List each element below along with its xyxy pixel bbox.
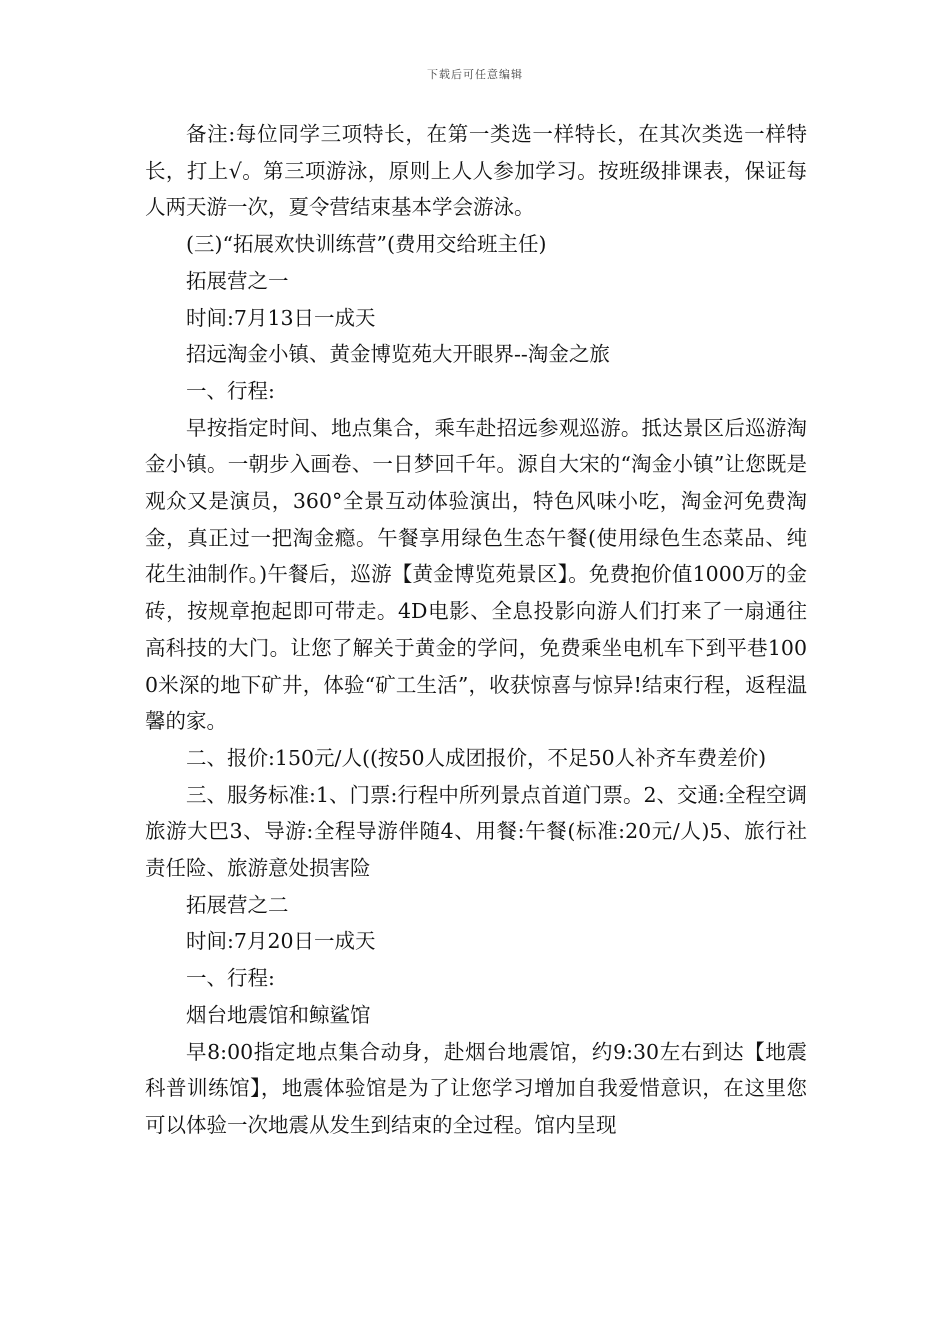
paragraph-service-standard: 三、服务标准:1、门票:行程中所列景点首道门票。2、交通:全程空调旅游大巴3、导游:全程导游伴随4、用餐:午餐(标准:20元/人)5、旅行社责任险、旅游意处损害险	[145, 782, 807, 881]
paragraph-camp-one-subtitle: 招远淘金小镇、黄金博览苑大开眼界--淘金之旅	[186, 342, 610, 367]
paragraph-itinerary-heading: 一、行程:	[186, 378, 275, 403]
paragraph-itinerary-body: 早按指定时间、地点集合，乘车赴招远参观巡游。抵达景区后巡游淘金小镇。一朝步入画卷、一日梦回千年。源自大宋的“淘金小镇”让您既是观众又是演员，360°全景互动体验演出，特色风味小吃，淘金河免费淘金，真正过一把淘金瘾。午餐享用绿色生态午餐(使用绿色生态菜品、纯花生油制作。)午餐后，巡游【黄金博览苑景区】。免费抱价值1000万的金砖，按规章抱起即可带走。4D电影、全息投影向游人们打来了一扇通往高科技的大门。让您了解关于黄金的学问，免费乘坐电机车下到平巷1000米深的地下矿井，体验“矿工生活”，收获惊喜与惊异!结束行程，返程温馨的家。	[145, 415, 807, 734]
paragraph-camp-two-title: 拓展营之二	[186, 892, 289, 917]
paragraph-section-three-title: (三)“拓展欢快训练营”(费用交给班主任)	[186, 232, 547, 257]
paragraph-camp-two-body: 早8:00指定地点集合动身，赴烟台地震馆，约9:30左右到达【地震科普训练馆】，地震体验馆是为了让您学习增加自我爱惜意识，在这里您可以体验一次地震从发生到结束的全过程。馆内呈现	[145, 1039, 807, 1137]
paragraph-camp-two-subtitle: 烟台地震馆和鲸鲨馆	[186, 1002, 371, 1027]
document-body	[145, 116, 807, 1144]
paragraph-camp-one-time: 时间:7月13日一成天	[186, 305, 376, 330]
paragraph-price: 二、报价:150元/人((按50人成团报价，不足50人补齐车费差价)	[186, 745, 767, 770]
paragraph-camp-two-time: 时间:7月20日一成天	[186, 929, 376, 954]
paragraph-camp-one-title: 拓展营之一	[186, 268, 289, 293]
paragraph-itinerary-heading-two: 一、行程:	[186, 966, 275, 991]
paragraph-note: 备注:每位同学三项特长，在第一类选一样特长，在其次类选一样特长，打上√。第三项游泳，原则上人人参加学习。按班级排课表，保证每人两天游一次，夏令营结束基本学会游泳。	[145, 122, 807, 220]
page-header: 下载后可任意编辑	[427, 68, 523, 81]
